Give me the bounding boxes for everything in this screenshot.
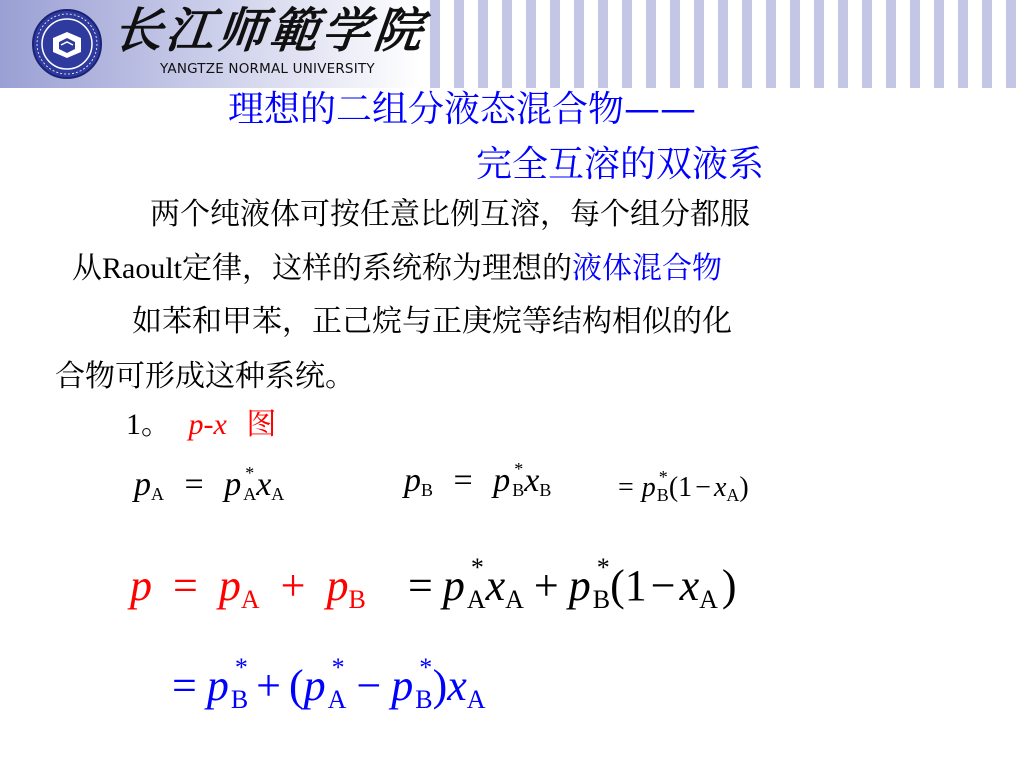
eq4-minus: −: [356, 661, 382, 710]
eq3-pB-sub: B: [348, 585, 366, 614]
slide-title-line1: 理想的二组分液态混合物——: [228, 89, 697, 130]
eq3-pA-sub: A: [240, 585, 260, 614]
section-heading: [126, 408, 276, 442]
section-sep: 。: [141, 407, 171, 442]
equation-total-pressure: [130, 560, 366, 614]
slide-title-line2: 完全互溶的双液系: [476, 144, 765, 185]
eq4-pA-sub: A: [327, 685, 347, 714]
eq3b-pB: p: [568, 561, 591, 610]
eq4-pB: p: [206, 661, 229, 710]
eq3b-x2: x: [679, 561, 700, 610]
eq4-x: x: [447, 661, 467, 710]
eq1-x: x: [256, 466, 272, 503]
eq1-equals: =: [184, 466, 204, 503]
eq4-starB2: *: [419, 653, 433, 682]
university-seal-icon: [31, 8, 103, 80]
eq4-equals: =: [172, 661, 197, 710]
eq3b-close: ): [721, 561, 737, 610]
eq2b-equals: =: [618, 472, 634, 503]
equation-raoult-b: [404, 459, 552, 500]
equation-total-pressure-expanded: [408, 553, 737, 614]
eq1-x-sub: A: [271, 484, 285, 504]
eq3b-starB: *: [596, 553, 610, 582]
eq3b-starA: *: [470, 553, 484, 582]
paragraph2-line1: 如苯和甲苯，正己烷与正庚烷等结构相似的化: [132, 304, 732, 339]
eq3b-pB-sub: B: [592, 585, 611, 614]
paragraph1-line1: 两个纯液体可按任意比例互溶，每个组分都服: [150, 197, 750, 232]
eq2-x: x: [524, 462, 540, 499]
eq1-lhs-sub: A: [151, 484, 164, 504]
eq2-p-sub: B: [512, 480, 525, 500]
eq3-plus: +: [280, 561, 306, 610]
eq1-lhs: p: [134, 466, 151, 503]
eq1-star: *: [245, 463, 255, 483]
eq2-p: p: [493, 462, 511, 499]
eq3-equals: =: [173, 561, 198, 610]
eq3b-x2-sub: A: [699, 585, 718, 614]
section-var-label: p-x: [188, 408, 227, 441]
eq2b-star: *: [658, 467, 668, 487]
eq2-x-sub: B: [539, 480, 552, 500]
eq2b-minus: −: [695, 472, 711, 503]
raoult-name: Raoult: [102, 252, 182, 285]
eq2-lhs-sub: B: [421, 480, 434, 500]
eq1-p-sub: A: [243, 484, 257, 504]
eq2-star: *: [514, 459, 524, 479]
equation-raoult-b-expanded: [618, 467, 749, 505]
eq2b-open: (1: [668, 472, 693, 503]
eq4-close: ): [432, 661, 448, 710]
eq3b-minus: −: [650, 561, 676, 610]
eq2b-x: x: [713, 472, 727, 503]
eq4-plus: +: [256, 661, 281, 710]
eq4-pB-sub: B: [230, 685, 249, 714]
eq4-open: (: [289, 661, 304, 710]
eq4-pB2-sub: B: [415, 685, 433, 714]
section-number: 1: [126, 408, 141, 441]
eq3b-pA-sub: A: [466, 585, 486, 614]
eq2b-p-sub: B: [656, 485, 669, 505]
banner-stripes: [430, 0, 1024, 88]
paragraph2-line2: 合物可形成这种系统。: [55, 359, 355, 394]
eq4-pB2: p: [391, 661, 414, 710]
eq2-equals: =: [453, 462, 473, 499]
eq3b-xA: x: [485, 561, 506, 610]
eq3b-xA-sub: A: [505, 585, 524, 614]
eq1-p: p: [224, 466, 242, 503]
section-word: 图: [246, 407, 277, 442]
eq3b-equals: =: [408, 561, 433, 610]
eq3b-plus: +: [533, 561, 559, 610]
eq4-pA: p: [303, 661, 326, 710]
university-name-english: YANGTZE NORMAL UNIVERSITY: [160, 61, 375, 77]
liquid-mixture-term: 液体混合物: [572, 251, 722, 286]
eq4-x-sub: A: [466, 685, 486, 714]
paragraph1-line2: [72, 252, 722, 286]
equation-raoult-a: [134, 463, 285, 504]
eq3-pA: p: [218, 561, 241, 610]
header-banner: [0, 0, 1024, 88]
eq2b-p: p: [641, 472, 656, 503]
eq4-starB: *: [234, 653, 248, 682]
eq3b-pA: p: [442, 561, 465, 610]
eq2b-x-sub: A: [726, 485, 740, 505]
equation-linear-form: [172, 653, 486, 714]
eq4-starA: *: [331, 653, 345, 682]
eq3-pB: p: [326, 561, 349, 610]
paragraph1-text-c: 定律，这样的系统称为理想的: [182, 251, 572, 286]
eq3-p: p: [130, 561, 152, 610]
eq2-lhs: p: [404, 462, 421, 499]
eq3b-open: (1: [610, 561, 647, 610]
paragraph1-text-a: 从: [72, 251, 102, 286]
university-name-calligraphy: 长江师範学院: [111, 3, 429, 59]
eq2b-close: ): [739, 472, 749, 503]
